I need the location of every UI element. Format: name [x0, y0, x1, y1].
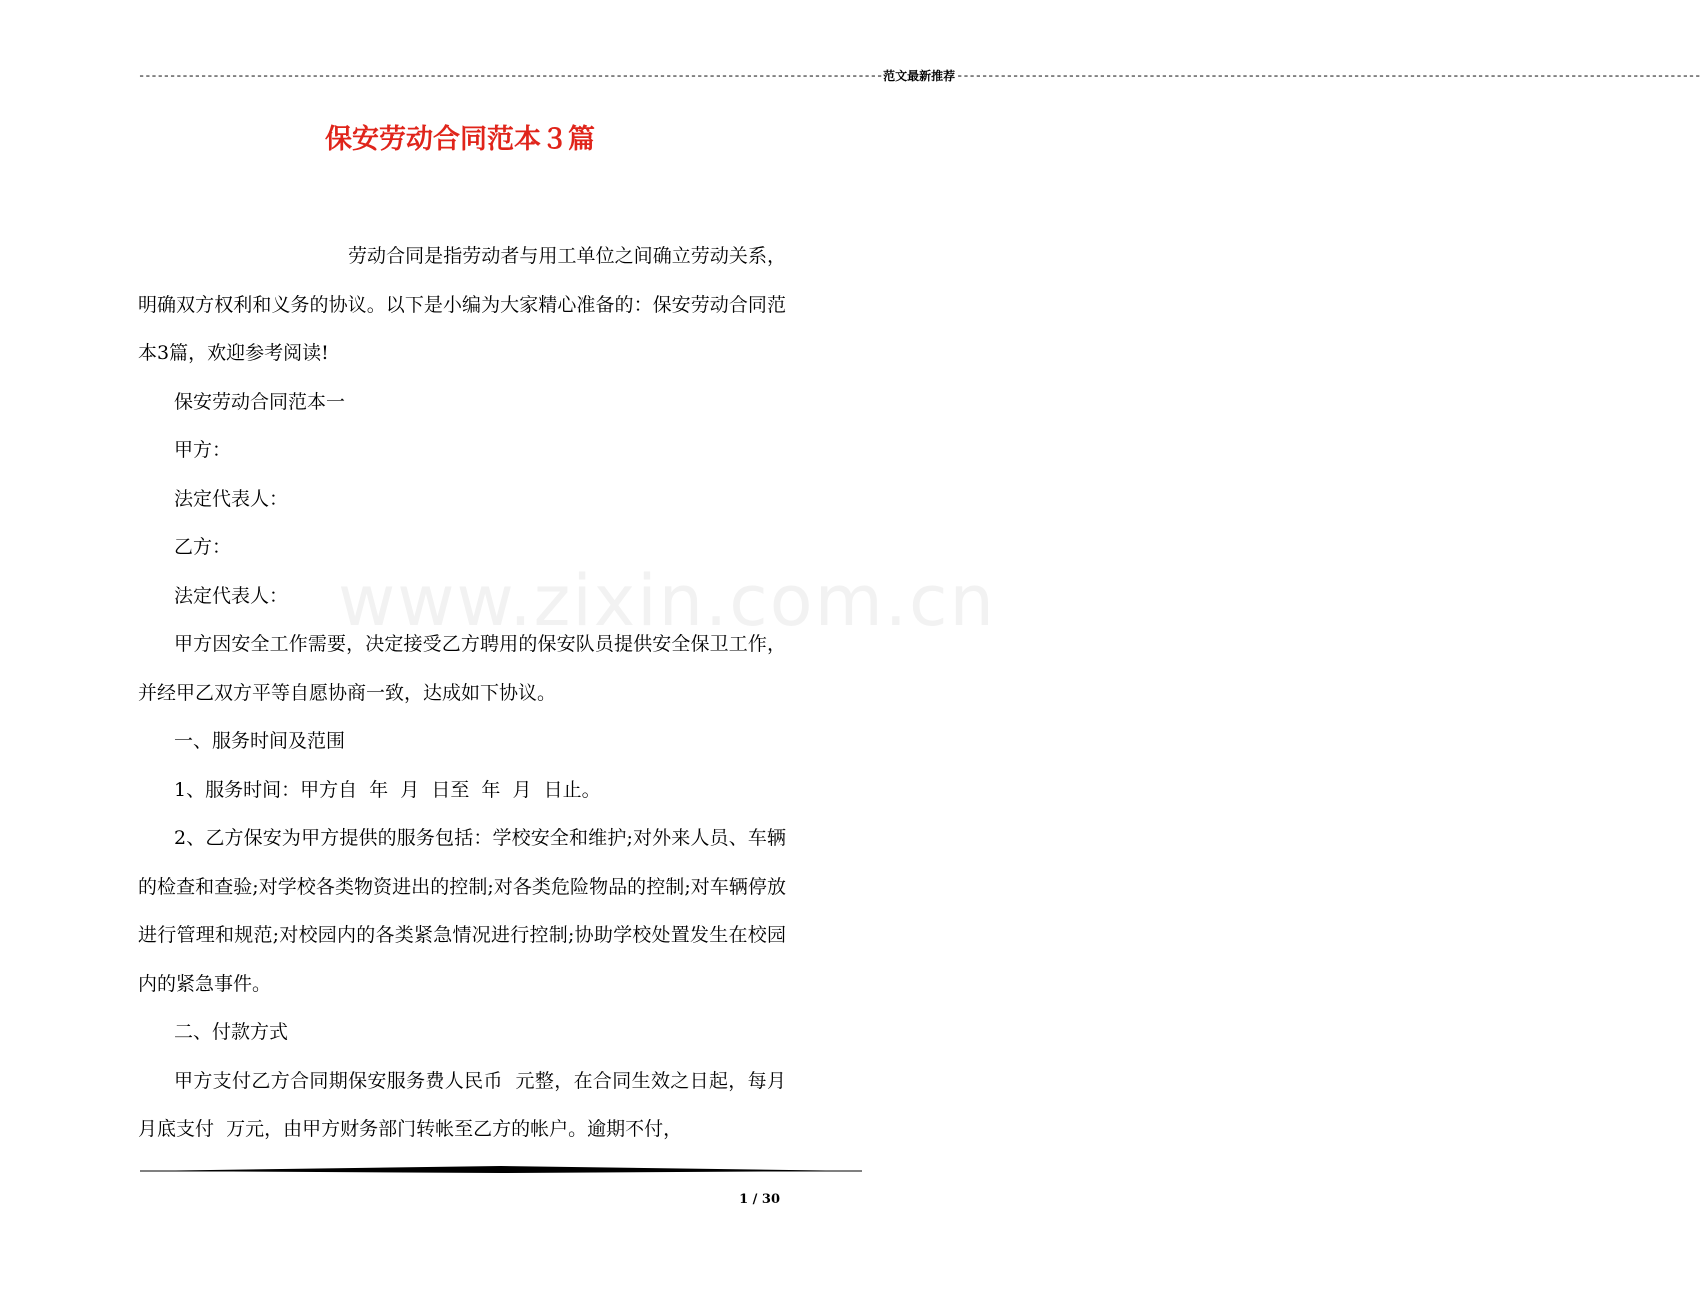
- watermark: www.zixin.com.cn: [338, 560, 996, 642]
- paragraph-heading-payment: 二、付款方式: [174, 1021, 289, 1043]
- document-body: [138, 232, 786, 1154]
- paragraph-payment: 甲方支付乙方合同期保安服务费人民币 元整，在合同生效之日起，每月月底支付 万元，由甲方财务部门转帐至乙方的帐户。逾期不付，: [138, 1069, 786, 1140]
- header-text: 范文最新推荐: [883, 69, 956, 83]
- paragraph-service-time: 1、服务时间：甲方自 年 月 日至 年 月 日止。: [174, 778, 601, 801]
- paragraph-legal-rep-b: 法定代表人：: [174, 584, 289, 607]
- footer-rule: [140, 1163, 862, 1177]
- paragraph-intro: 劳动合同是指劳动者与用工单位之间确立劳动关系，明确双方权利和义务的协议。以下是小编为大家精心准备的：保安劳动合同范本3篇，欢迎参考阅读!: [138, 245, 786, 364]
- paragraph-agreement: 甲方因安全工作需要，决定接受乙方聘用的保安队员提供安全保卫工作，并经甲乙双方平等自愿协商一致，达成如下协议。: [138, 633, 786, 704]
- header-dashes-right: ------------------------------------------------------------------------------------------------------------------------: [956, 69, 1700, 83]
- header-dashes-left: ------------------------------------------------------------------------------------------------------------------------: [138, 69, 883, 83]
- page-number: 1 / 30: [739, 1192, 780, 1207]
- page-header: [138, 66, 1700, 86]
- paragraph-service-scope: 2、乙方保安为甲方提供的服务包括：学校安全和维护;对外来人员、车辆的检查和查验;对学校各类物资进出的控制;对各类危险物品的控制;对车辆停放进行管理和规范;对校园内的各类紧急情况进行控制;协助学校处置发生在校园内的紧急事件。: [138, 827, 786, 995]
- paragraph-heading-service: 一、服务时间及范围: [174, 730, 346, 752]
- paragraph-section-heading: 保安劳动合同范本一: [174, 390, 346, 413]
- document-title: 保安劳动合同范本３篇: [325, 124, 595, 155]
- paragraph-party-a: 甲方：: [174, 439, 232, 461]
- paragraph-party-b: 乙方：: [174, 536, 232, 558]
- paragraph-legal-rep-a: 法定代表人：: [174, 487, 289, 510]
